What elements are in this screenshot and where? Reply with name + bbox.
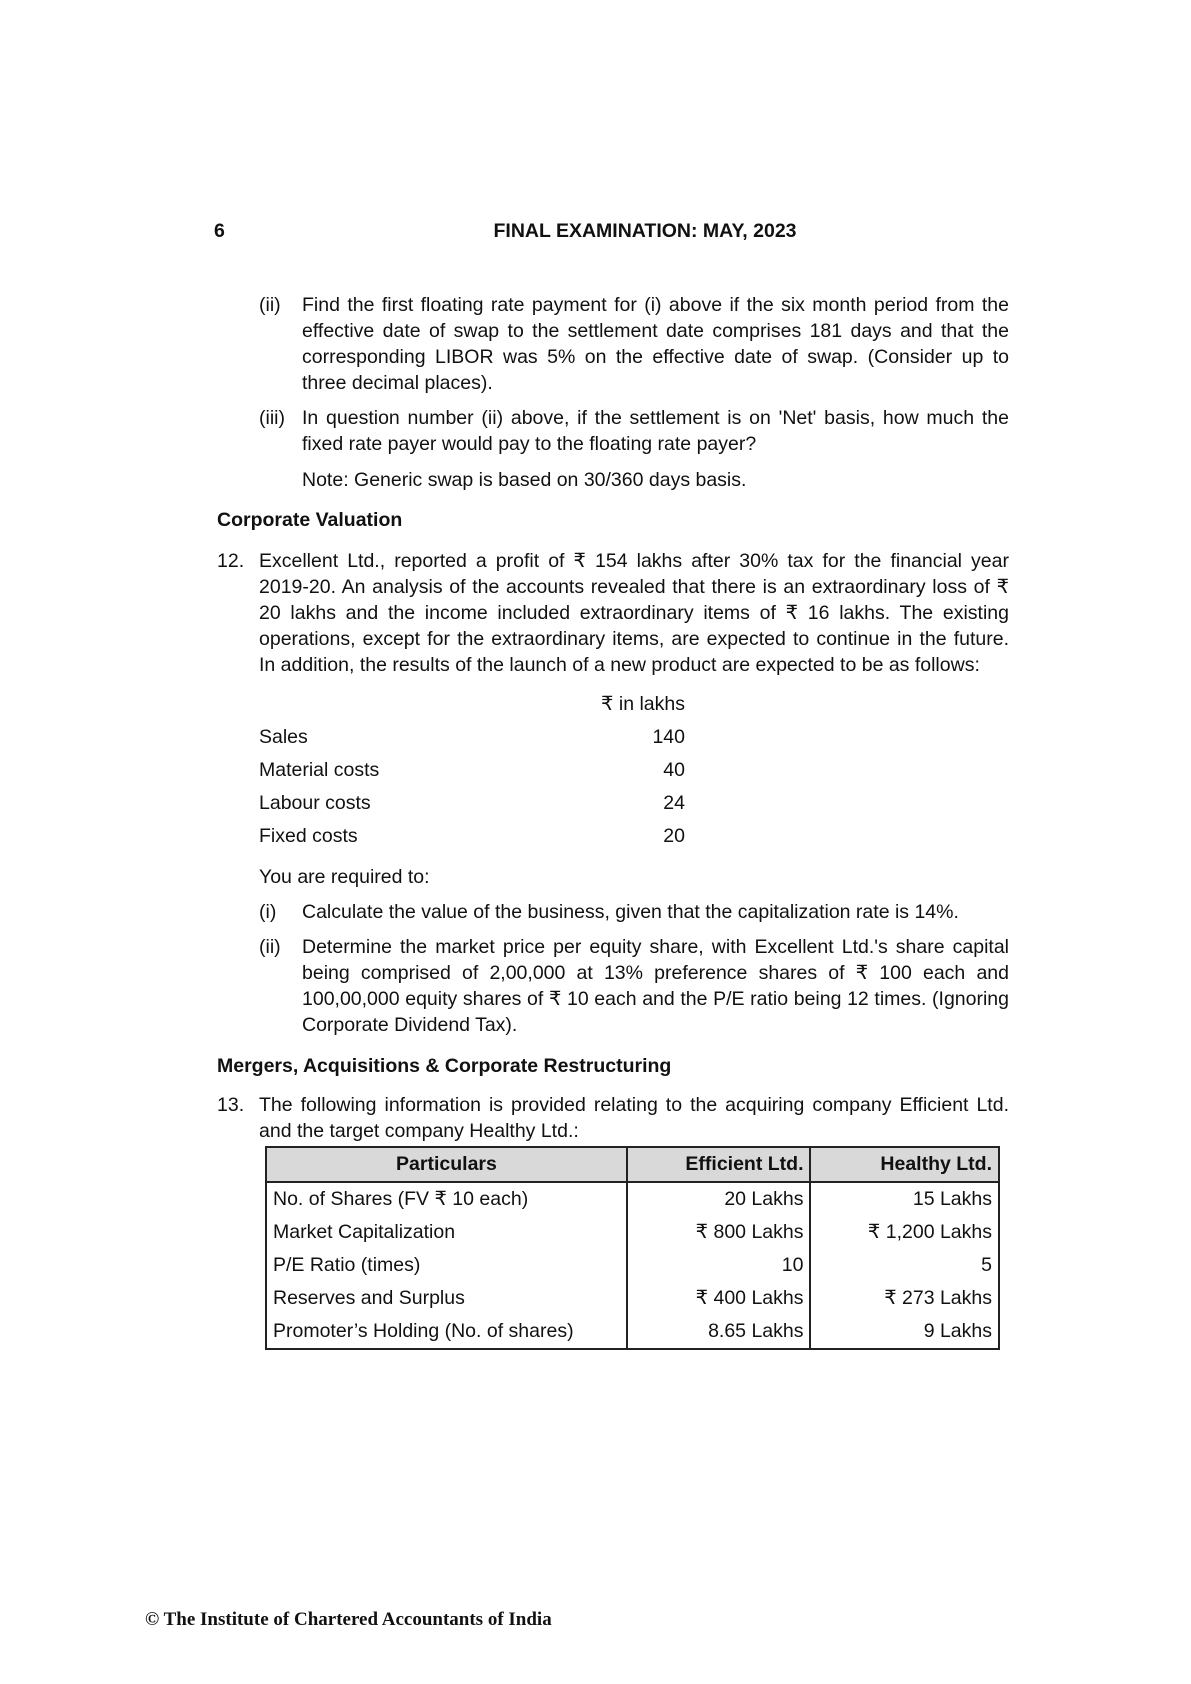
table-header-row xyxy=(266,1147,999,1182)
line-item-label: Labour costs xyxy=(259,792,371,814)
column-header-particulars: Particulars xyxy=(266,1147,627,1182)
table-cell: No. of Shares (FV ₹ 10 each) xyxy=(266,1182,627,1216)
q12-part-text: Calculate the value of the business, given that the capitalization rate is 14%. xyxy=(302,901,959,923)
table-cell: 10 xyxy=(627,1249,811,1282)
q11-part-number: (ii) xyxy=(259,294,281,316)
unit-header: ₹ in lakhs xyxy=(601,693,685,715)
table-cell: 5 xyxy=(810,1249,999,1282)
table-cell: Market Capitalization xyxy=(266,1216,627,1249)
table-cell: ₹ 1,200 Lakhs xyxy=(810,1216,999,1249)
line-item-label: Fixed costs xyxy=(259,825,358,847)
table-row xyxy=(266,1182,999,1216)
line-item-value: 140 xyxy=(652,726,685,748)
table-row xyxy=(266,1315,999,1349)
q11-part-number: (iii) xyxy=(259,407,285,429)
line-item-label: Sales xyxy=(259,726,308,748)
requirement-intro: You are required to: xyxy=(259,866,430,888)
q11-part-text: Find the first floating rate payment for (i) above if the six month period from the effective date of swap to the settlement date comprises 181 days and that the corresponding LIBOR was 5% on the effective date of swap. (Consider up to three decimal places). xyxy=(302,294,1009,394)
question-text: The following information is provided relating to the acquiring company Efficient Ltd. and the target company Healthy Ltd.: xyxy=(259,1094,1009,1142)
question-number: 12. xyxy=(217,550,245,572)
table-cell: P/E Ratio (times) xyxy=(266,1249,627,1282)
section-heading-corporate-valuation: Corporate Valuation xyxy=(217,509,403,531)
q12-part-number: (i) xyxy=(259,901,277,923)
section-heading-mergers: Mergers, Acquisitions & Corporate Restructuring xyxy=(217,1055,672,1077)
table-row xyxy=(266,1282,999,1315)
line-item-value: 40 xyxy=(663,759,685,781)
line-item-value: 24 xyxy=(663,792,685,814)
page-title: FINAL EXAMINATION: MAY, 2023 xyxy=(493,220,797,242)
table-cell: ₹ 400 Lakhs xyxy=(627,1282,811,1315)
footer-copyright: © The Institute of Chartered Accountants of India xyxy=(145,1609,552,1630)
table-row xyxy=(266,1216,999,1249)
comparison-table xyxy=(265,1146,1000,1350)
line-item-value: 20 xyxy=(663,825,685,847)
q11-part-text: In question number (ii) above, if the settlement is on 'Net' basis, how much the fixed rate payer would pay to the floating rate payer? xyxy=(302,407,1009,455)
line-item-label: Material costs xyxy=(259,759,380,781)
q11-note: Note: Generic swap is based on 30/360 days basis. xyxy=(302,469,747,491)
table-cell: 15 Lakhs xyxy=(810,1182,999,1216)
table-row xyxy=(266,1249,999,1282)
table-cell: Reserves and Surplus xyxy=(266,1282,627,1315)
q12-part-text: Determine the market price per equity share, with Excellent Ltd.'s share capital being comprised of 2,00,000 at 13% preference shares of ₹ 100 each and 100,00,000 equity shares of ₹ 10 each and the P/E ratio being 12 times. (Ignoring Corporate Dividend Tax). xyxy=(302,936,1009,1036)
question-number: 13. xyxy=(217,1094,245,1116)
column-header-healthy: Healthy Ltd. xyxy=(810,1147,999,1182)
q12-part-number: (ii) xyxy=(259,936,281,958)
table-cell: 9 Lakhs xyxy=(810,1315,999,1349)
page-number: 6 xyxy=(214,220,225,242)
question-text: Excellent Ltd., reported a profit of ₹ 154 lakhs after 30% tax for the financial year 2019-20. An analysis of the accounts revealed that there is an extraordinary loss of ₹ 20 lakhs and the income included extraordinary items of ₹ 16 lakhs. The existing operations, except for the extraordinary items, are expected to continue in the future. In addition, the results of the launch of a new product are expected to be as follows: xyxy=(259,550,1009,676)
column-header-efficient: Efficient Ltd. xyxy=(627,1147,811,1182)
table-cell: 20 Lakhs xyxy=(627,1182,811,1216)
table-cell: 8.65 Lakhs xyxy=(627,1315,811,1349)
table-cell: ₹ 273 Lakhs xyxy=(810,1282,999,1315)
table-cell: Promoter’s Holding (No. of shares) xyxy=(266,1315,627,1349)
table-cell: ₹ 800 Lakhs xyxy=(627,1216,811,1249)
